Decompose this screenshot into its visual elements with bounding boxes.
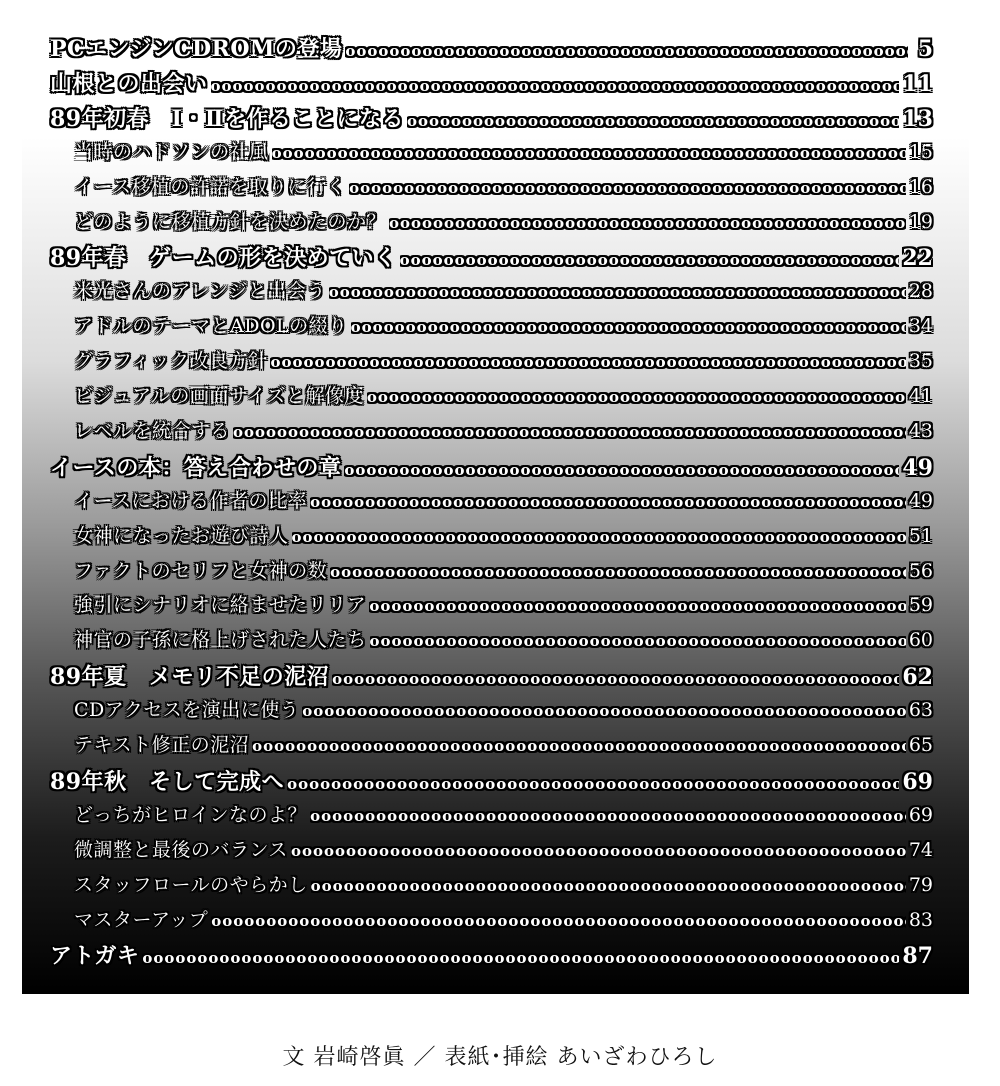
toc-entry-title: ビジュアルの画面サイズと解像度 xyxy=(74,385,364,407)
toc-leader-dots xyxy=(142,949,899,967)
toc-leader-dots xyxy=(407,112,899,130)
toc-leader-dots xyxy=(370,632,906,650)
toc-entry-page: 35 xyxy=(908,350,933,373)
toc-entry-title: テキスト修正の泥沼 xyxy=(74,734,250,756)
toc-entry-page: 69 xyxy=(908,803,933,826)
toc-entry-page: 69 xyxy=(902,768,933,795)
toc-entry-title: 微調整と最後のバランス xyxy=(74,838,288,861)
toc-entry-page: 51 xyxy=(908,524,933,547)
toc-entry xyxy=(74,730,933,757)
toc-entry xyxy=(50,451,933,482)
toc-entry xyxy=(74,521,933,548)
toc-entry-page: 15 xyxy=(908,140,933,163)
credit-line: 文 岩崎啓眞 ／ 表紙･挿絵 あいざわひろし xyxy=(282,1045,718,1070)
toc-entry xyxy=(74,835,933,862)
toc-entry-title: イース移植の許諾を取りに行く xyxy=(74,175,347,198)
toc-entry-title: アドルのテーマとADOLの綴り xyxy=(74,315,348,338)
toc-leader-dots xyxy=(329,283,906,301)
toc-entry xyxy=(74,311,933,338)
toc-entry-page: 16 xyxy=(908,175,933,198)
toc-entry xyxy=(74,590,933,617)
toc-entry xyxy=(50,241,933,272)
toc-entry-title: どっちがヒロインなのよ？ xyxy=(74,803,308,826)
toc-leader-dots xyxy=(400,251,900,269)
toc-entry-page: 19 xyxy=(908,210,933,233)
toc-entry-title: イースにおける作者の比率 xyxy=(74,489,308,512)
toc-entry-page: 56 xyxy=(908,559,933,582)
toc-entry-page: 41 xyxy=(908,385,933,407)
toc-entry xyxy=(74,172,933,199)
toc-entry xyxy=(74,800,933,827)
toc-leader-dots xyxy=(211,77,900,95)
toc-leader-dots xyxy=(332,670,899,688)
toc-entry-title: 女神になったお遊び詩人 xyxy=(74,524,289,547)
toc-entry xyxy=(74,905,933,932)
toc-entry xyxy=(50,939,933,970)
toc-entry xyxy=(50,102,933,133)
toc-leader-dots xyxy=(272,144,906,162)
toc-entry-page: 62 xyxy=(902,664,933,691)
toc-entry-title: CDアクセスを演出に使う xyxy=(74,699,300,722)
toc-entry xyxy=(74,416,933,443)
toc-leader-dots xyxy=(330,563,906,581)
toc-entry-page: 5 xyxy=(917,36,933,62)
toc-panel xyxy=(22,20,969,994)
toc-entry-page: 87 xyxy=(902,943,933,970)
toc-entry xyxy=(74,137,933,164)
toc-entry-title: ファクトのセリフと女神の数 xyxy=(74,559,328,582)
toc-entry xyxy=(74,695,933,722)
toc-leader-dots xyxy=(302,702,906,720)
toc-entry-page: 59 xyxy=(908,594,933,617)
toc-entry-page: 49 xyxy=(902,454,933,481)
toc-leader-dots xyxy=(345,42,908,60)
toc-entry-page: 22 xyxy=(902,245,933,272)
toc-entry-page: 83 xyxy=(908,908,933,931)
toc-entry-page: 28 xyxy=(908,280,933,303)
toc-leader-dots xyxy=(369,597,906,615)
toc-entry xyxy=(74,486,933,513)
toc-entry xyxy=(74,870,933,897)
toc-entry-page: 63 xyxy=(908,699,933,722)
toc-leader-dots xyxy=(310,807,906,825)
toc-entry-title: 神官の子孫に格上げされた人たち xyxy=(74,629,367,652)
toc-entry-title: 米光さんのアレンジと出会う xyxy=(74,280,326,303)
toc-entry xyxy=(74,276,933,303)
toc-leader-dots xyxy=(310,493,906,511)
toc-leader-dots xyxy=(349,179,906,197)
toc-entry-title: レベルを統合する xyxy=(74,419,231,442)
toc-entry-title: 当時のハドソンの社風 xyxy=(74,140,269,163)
toc-entry-title: 89年初春 Ⅰ・Ⅱを作ることになる xyxy=(50,105,404,132)
toc-leader-dots xyxy=(270,353,905,371)
toc-leader-dots xyxy=(351,318,906,336)
toc-entry xyxy=(74,346,933,373)
toc-entry-page: 65 xyxy=(908,734,933,756)
toc-leader-dots xyxy=(252,737,906,755)
toc-entry-page: 13 xyxy=(902,105,933,132)
toc-entry-page: 43 xyxy=(908,419,933,442)
toc-entry xyxy=(50,67,933,98)
toc-entry-title: どのように移植方針を決めたのか？ xyxy=(74,210,387,233)
toc-entry-title: 89年春 ゲームの形を決めていく xyxy=(50,245,397,272)
toc-entry xyxy=(74,381,933,408)
toc-entry-title: グラフィック改良方針 xyxy=(74,350,268,373)
toc-leader-dots xyxy=(233,423,906,441)
toc-leader-dots xyxy=(344,461,899,479)
toc-entry xyxy=(74,207,933,234)
toc-entry-title: PCエンジンCDROMの登場 xyxy=(50,36,343,62)
toc-entry-title: 89年夏 メモリ不足の泥沼 xyxy=(50,664,330,691)
toc-entry-title: イースの本：答え合わせの章 xyxy=(50,454,342,481)
toc-leader-dots xyxy=(311,877,906,895)
toc-leader-dots xyxy=(389,214,906,232)
toc-entry-title: マスターアップ xyxy=(74,908,209,931)
toc-entry-page: 74 xyxy=(908,838,933,861)
toc-leader-dots xyxy=(367,388,906,406)
toc-entry-page: 34 xyxy=(908,315,933,338)
toc-entry-page: 49 xyxy=(908,489,933,512)
toc-entry-title: アトガキ xyxy=(50,943,140,970)
toc-entry-title: スタッフロールのやらかし xyxy=(74,873,308,896)
toc-entry-page: 79 xyxy=(908,873,933,896)
toc-entry xyxy=(74,625,933,652)
toc-leader-dots xyxy=(292,528,906,546)
toc-entry xyxy=(74,556,933,583)
toc-leader-dots xyxy=(291,842,906,860)
toc-entry-title: 強引にシナリオに絡ませたリリア xyxy=(74,594,367,617)
toc-leader-dots xyxy=(287,775,899,793)
toc-entry xyxy=(50,765,933,796)
toc-entry xyxy=(50,660,933,691)
toc-leader-dots xyxy=(211,912,906,930)
toc-entry-title: 山根との出会い xyxy=(50,70,208,97)
toc-entry xyxy=(50,32,933,63)
toc-entry-page: 11 xyxy=(902,70,933,97)
toc-entry-title: 89年秋 そして完成へ xyxy=(50,768,285,795)
toc-entry-page: 60 xyxy=(908,629,933,652)
